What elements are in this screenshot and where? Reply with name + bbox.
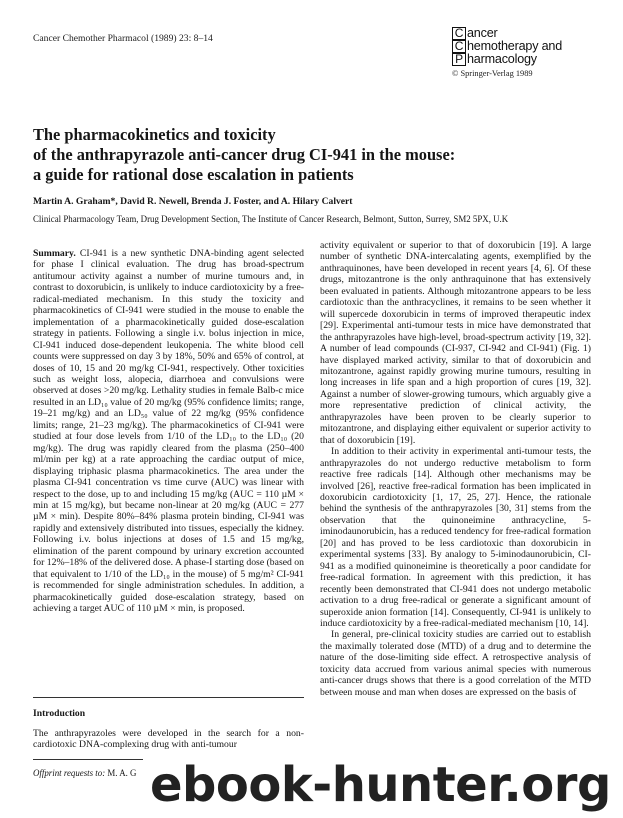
footnote-divider <box>33 759 143 760</box>
body-paragraph: activity equivalent or superior to that of doxorubicin [19]. A large number of synthetic DNA-intercalating agents, exemplified by the anthraquinones, have been developed in recent years [4, 6]. Of these drugs, mitozantrone is the only anthraquinone that has extensively been evaluated in patients. Although mitozantrone appears to be less cardiotoxic than the anthracyclines, it remains to be seen whether it will supercede doxorubicin in terms of improved therapeutic index [29]. Experimental anti-tumour tests in mice have demonstrated that the anthrapyrazoles have high-level, broad-spectrum activity [19, 32]. A number of lead compounds (CI-937, CI-942 and CI-941) (Fig. 1) have displayed marked activity, similar to that of doxorubicin and mitozantrone, against rapidly growing murine tumours, resulting in long increases in life span and a high proportion of cures [19, 32]. Against a number of slower-growing tumours, which arguably give a more representative prediction of clinical activity, the anthrapyrazoles have been proven to be clearly superior to mitozantrone, and displaying either equivalent or superior activity to that of doxorubicin [19]. <box>320 240 591 446</box>
journal-citation: Cancer Chemother Pharmacol (1989) 23: 8–14 <box>33 33 213 44</box>
logo-initial-box: C <box>452 40 466 53</box>
title-line: The pharmacokinetics and toxicity <box>33 125 276 144</box>
footnote-text: M. A. G <box>107 768 137 778</box>
logo-line <box>452 53 602 66</box>
summary-paragraph <box>33 248 304 615</box>
summary-column <box>33 248 304 615</box>
footnote-label: Offprint requests to: <box>33 768 106 778</box>
article-title <box>33 125 593 185</box>
offprint-footnote <box>33 768 136 778</box>
watermark-logo: ebook-hunter.org <box>150 758 620 812</box>
logo-initial-box: C <box>452 27 466 40</box>
body-paragraph: In addition to their activity in experimental anti-tumour tests, the anthrapyrazoles do not undergo reductive metabolism to form reactive free radicals [14]. Although other mechanisms may be involved [26], reactive free-radical formation has been implicated in doxorubicin cardiotoxicity [1, 17, 25, 27]. Hence, the rationale behind the synthesis of the anthrapyrazoles [30, 31] stems from the observation that the quinoneimine anthracycline, 5-iminodaunorubicin, has a reduced tendency for free-radical formation [20] and has proved to be less cardiotoxic than doxorubicin in experimental systems [33]. By analogy to 5-iminodaunorubicin, CI-941 as a modified quinoneimine is theoretically a poor candidate for free-radical formation. In agreement with this prediction, it has recently been demonstrated that CI-941 does not undergo metabolic activation to a drug free-radical or generate a significant amount of superoxide anion formation [14]. Consequently, CI-941 is unlikely to induce cardiotoxicity by a free-radical-mediated mechanism [10, 14]. <box>320 446 591 629</box>
author-list: Martin A. Graham*, David R. Newell, Brenda J. Foster, and A. Hilary Calvert <box>33 196 353 207</box>
affiliation: Clinical Pharmacology Team, Drug Development Section, The Institute of Cancer Research, Belmont, Sutton, Surrey, SM2 5PX, U.K <box>33 214 509 224</box>
journal-logo <box>452 27 602 78</box>
summary-text: CI-941 is a new synthetic DNA-binding agent selected for phase I clinical evaluation. The drug has broad-spectrum antitumour activity against a number of murine tumours and, in contrast to doxorubicin, is unlikely to induce cardiotoxicity by a free-radical-mediated mechanism. In this study the toxicity and pharmacokinetics of CI-941 were studied in the mouse to enable the implementation of a pharmacokinetically guided dose-escalation strategy in patients. Following a single i.v. bolus injection in mice, CI-941 induced dose-dependent leukopenia. The white blood cell counts were suppressed on day 3 by 18%, 50% and 65% of control, at doses of 10, 15 and 20 mg/kg CI-941, respectively. Other toxicities such as weight loss, alopecia, diarrhoea and convulsions were observed at doses >20 mg/kg. Lethality studies in female Balb-c mice resulted in an LD₁₀ value of 20 mg/kg (95% confidence limits; range, 19–21 mg/kg) and an LD₅₀ value of 22 mg/kg (95% confidence limits; range, 21–23 mg/kg). The pharmacokinetics of CI-941 were studied at four dose levels from 1/10 of the LD₁₀ to the LD₁₀ (20 mg/kg). The drug was rapidly cleared from the plasma (250–400 ml/min per kg) at a rate approaching the cardiac output of mice, displaying triphasic plasma pharmacokinetics. The area under the plasma CI-941 concentration vs time curve (AUC) was linear with respect to the dose, up to and including 15 mg/kg (AUC = 110 µM × min at 15 mg/kg), but became non-linear at 20 mg/kg (AUC = 277 µM × min). Despite 80%–84% plasma protein binding, CI-941 was rapidly and extensively distributed into tissues, especially the kidney. Following i.v. bolus injections at doses of 1.5 and 15 mg/kg, elimination of the parent compound by urinary excretion accounted for 12%–18% of the delivered dose. A phase-I starting dose (based on that equivalent to 1/10 of the LD₁₀ in the mouse) of 5 mg/m² CI-941 is recommended for single administration schedules. In addition, a pharmacokinetically guided dose-escalation strategy, based on achieving a target AUC of 110 µM × min, is proposed. <box>33 248 305 615</box>
logo-word: hemotherapy and <box>467 39 563 53</box>
summary-divider <box>33 697 304 698</box>
logo-word: harmacology <box>467 52 537 66</box>
body-paragraph: In general, pre-clinical toxicity studies are carried out to establish the maximally tolerated dose (MTD) of a drug and to determine the nature of the dose-limiting side effect. A retrospective analysis of toxicity data accrued from various animal species with numerous anti-cancer drugs shows that there is a good correlation of the MTD between mouse and man when doses are expressed on the basis of <box>320 629 591 698</box>
logo-initial-box: P <box>452 53 466 66</box>
introduction-text: The anthrapyrazoles were developed in the search for a non-cardiotoxic DNA-complexing drug with anti-tumour <box>33 728 304 751</box>
summary-label: Summary. <box>33 248 76 259</box>
introduction-heading: Introduction <box>33 708 86 719</box>
publisher-line: © Springer-Verlag 1989 <box>452 69 533 78</box>
logo-word: ancer <box>467 26 498 40</box>
title-line: a guide for rational dose escalation in patients <box>33 165 354 184</box>
title-line: of the anthrapyrazole anti-cancer drug CI-941 in the mouse: <box>33 145 456 164</box>
body-column-right <box>320 240 591 698</box>
